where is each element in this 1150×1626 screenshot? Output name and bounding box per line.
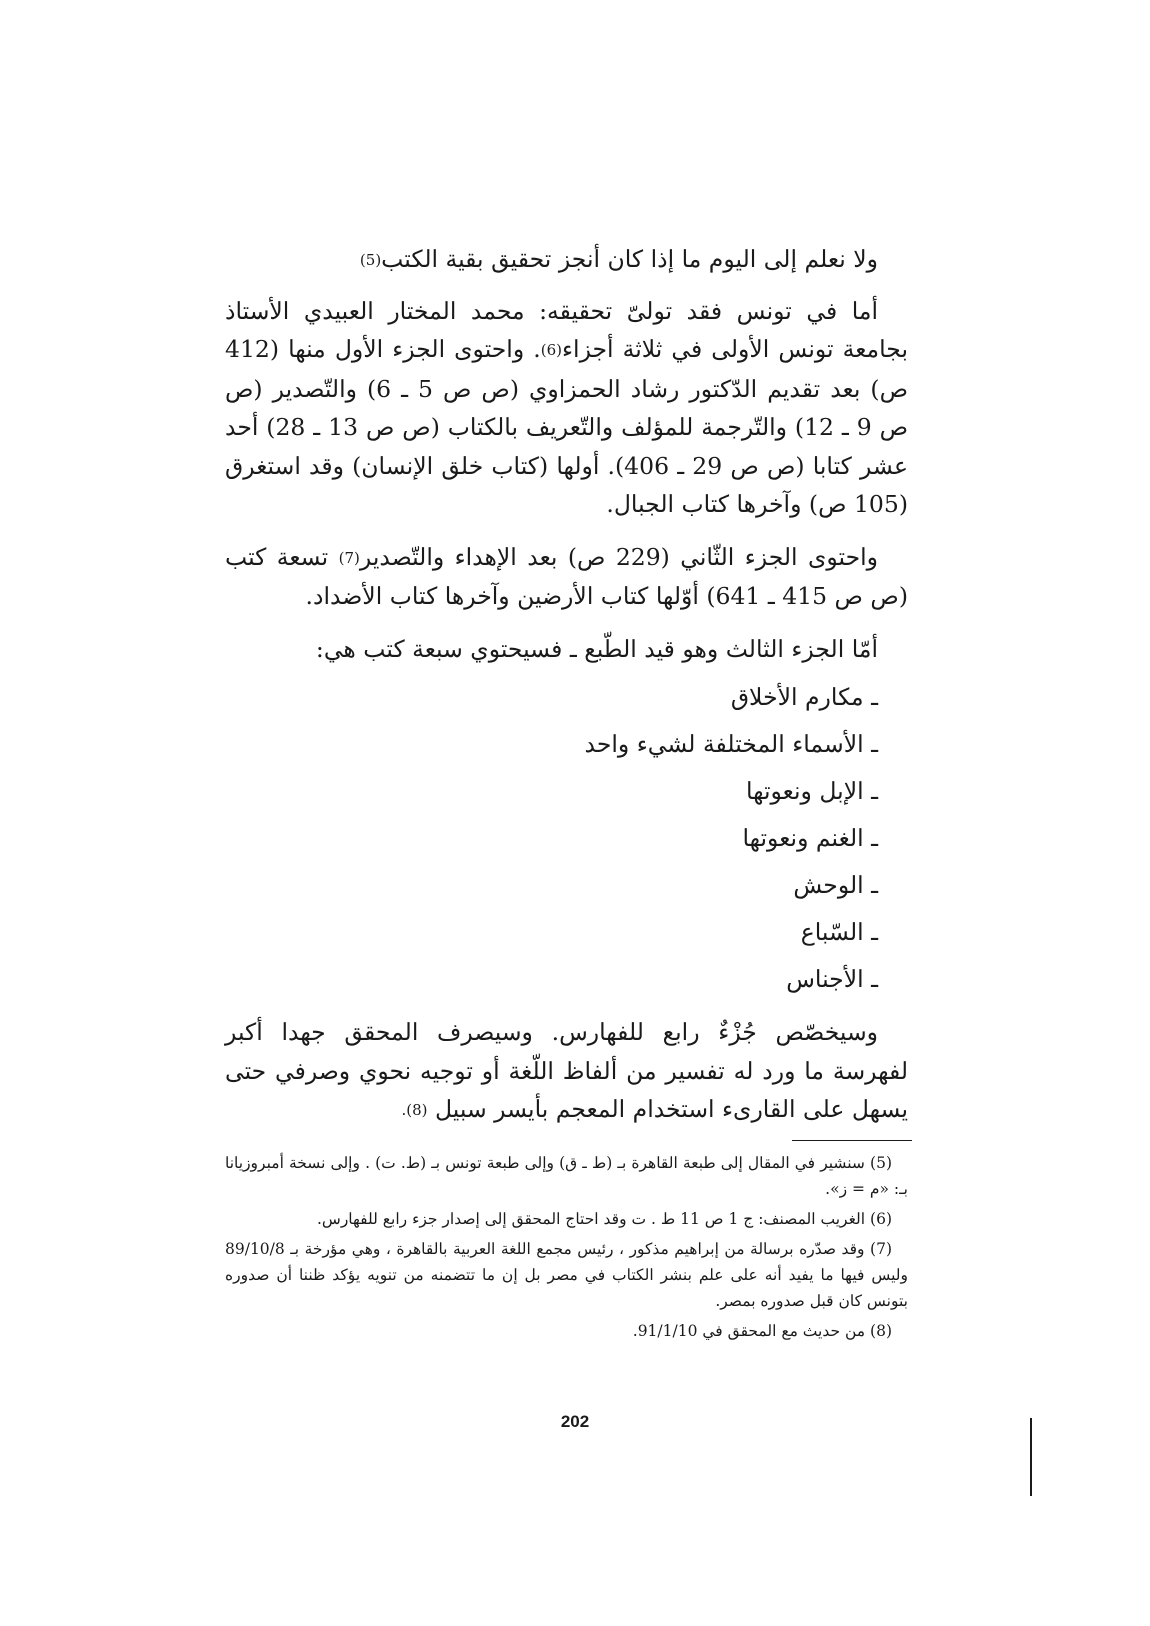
footnote-ref-8: (8). (401, 1101, 428, 1119)
footnotes (225, 1150, 908, 1348)
footnote-ref-5: (5) (359, 251, 382, 269)
paragraph-5 (225, 1013, 908, 1130)
list-item: ـ الإبل ونعوتها (746, 777, 878, 805)
paragraph-4 (225, 630, 908, 669)
footnote-ref-7: (7) (338, 548, 360, 567)
paragraph-2-text-b: . واحتوى الجزء الأول منها (412 ص) بعد تقديم الدّكتور رشاد الحمزاوي (ص ص 5 ـ 6) والتّصدير (ص ص 9 ـ 12) والتّرجمة للمؤلف والتّعريف بالكتاب (ص ص 13 ـ 28) أحد عشر كتابا (ص ص 29 ـ 406). أولها (كتاب خلق الإنسان) وقد استغرق (105 ص) وآخرها كتاب الجبال. (225, 335, 909, 518)
paragraph-5-text: وسيخصّص جُزْءٌ رابع للفهارس. وسيصرف المحقق جهدا أكبر لفهرسة ما ورد له تفسير من ألفاظ اللّغة أو توجيه نحوي وصرفي حتى يسهل على القارىء استخدام المعجم بأيسر سبيل (225, 1018, 908, 1123)
list-item: ـ الأسماء المختلفة لشيء واحد (584, 730, 878, 758)
list-item: ـ السّباع (800, 918, 878, 946)
footnote-6: (6) الغريب المصنف: ج 1 ص 11 ط . ت وقد احتاج المحقق إلى إصدار جزء رابع للفهارس. (316, 1210, 892, 1228)
paragraph-2-text-a: أما في تونس فقد تولىّ تحقيقه: محمد المختار العبيدي الأستاذ بجامعة تونس الأولى في ثلاثة أجزاء (225, 296, 908, 363)
paragraph-1 (225, 240, 908, 280)
page-number: 202 (560, 1412, 590, 1431)
list-item: ـ مكارم الأخلاق (730, 683, 878, 711)
paragraph-2 (225, 292, 908, 524)
list-item: ـ الوحش (793, 871, 878, 899)
footnote-8: (8) من حديث مع المحقق في 91/1/10. (632, 1322, 892, 1340)
margin-line (1030, 1418, 1032, 1496)
footnote-5: (5) سنشير في المقال إلى طبعة القاهرة بـ (ط ـ ق) وإلى طبعة تونس بـ (ط. ت) . وإلى نسخة أمبروزيانا بـ: «م = ز». (225, 1154, 908, 1198)
paragraph-1-text: ولا نعلم إلى اليوم ما إذا كان أنجز تحقيق بقية الكتب (381, 245, 878, 273)
paragraph-3-text-a: واحتوى الجزء الثّاني (229 ص) بعد الإهداء والتّصدير (359, 542, 878, 571)
footnote-ref-6: (6) (540, 341, 562, 359)
paragraph-3 (225, 538, 908, 616)
footnote-divider (792, 1140, 912, 1141)
list-item: ـ الأجناس (786, 965, 878, 993)
paragraph-4-text: أمّا الجزء الثالث وهو قيد الطّبع ـ فسيحتوي سبعة كتب هي: (315, 634, 878, 663)
main-text (225, 240, 908, 1144)
paragraph-3-text-b: تسعة كتب (ص ص 415 ـ 641) أوّلها كتاب الأرضين وآخرها كتاب الأضداد. (225, 542, 908, 610)
book-list (225, 674, 908, 1003)
list-item: ـ الغنم ونعوتها (742, 824, 878, 852)
footnote-7: (7) وقد صدّره برسالة من إبراهيم مذكور ، رئيس مجمع اللغة العربية بالقاهرة ، وهي مؤرخة بـ 89/10/8 وليس فيها ما يفيد أنه على علم بنشر الكتاب في مصر بل إن ما تتضمنه من تنويه يؤكد ظننا أن صدوره بتونس كان قبل صدوره بمصر. (225, 1240, 908, 1310)
